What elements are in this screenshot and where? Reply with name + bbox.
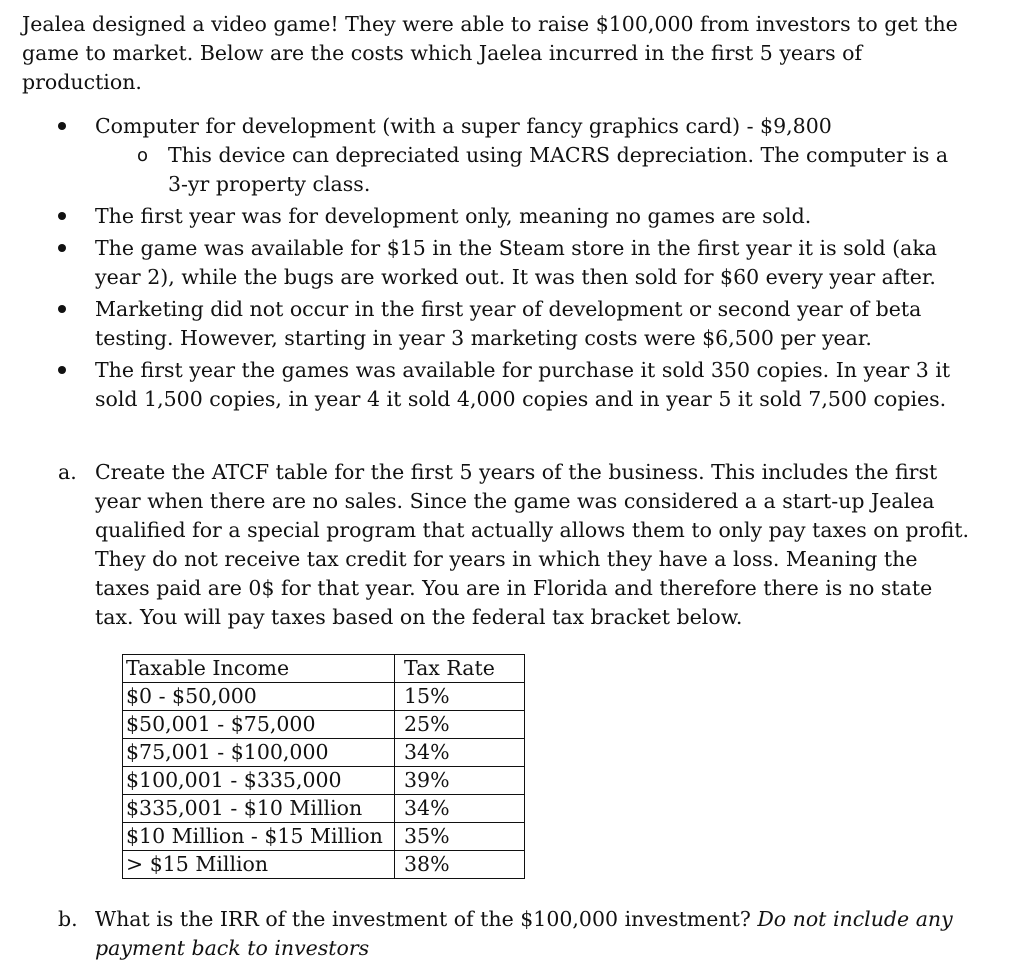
table-row	[123, 851, 525, 879]
income-cell: $0 - $50,000	[123, 683, 395, 711]
income-cell: > $15 Million	[123, 851, 395, 879]
header-taxable-income: Taxable Income	[123, 655, 395, 683]
rate-cell: 25%	[395, 711, 525, 739]
bullet-computer	[22, 112, 975, 199]
table-row	[123, 739, 525, 767]
income-cell: $10 Million - $15 Million	[123, 823, 395, 851]
income-cell: $335,001 - $10 Million	[123, 795, 395, 823]
rate-cell: 39%	[395, 767, 525, 795]
question-b-text: What is the IRR of the investment of the $100,000 investment?	[95, 907, 751, 931]
bullet-copies-sold: The first year the games was available for purchase it sold 350 copies. In year 3 it sold 1,500 copies, in year 4 it sold 4,000 copies and in year 5 it sold 7,500 copies.	[22, 356, 975, 414]
table-row	[123, 767, 525, 795]
table-header-row	[123, 655, 525, 683]
cost-bullet-list	[22, 112, 1002, 414]
question-a	[22, 458, 975, 632]
tax-bracket-table	[122, 654, 525, 879]
table-row	[123, 683, 525, 711]
intro-paragraph: Jealea designed a video game! They were able to raise $100,000 from investors to get the game to market. Below are the costs which Jaelea incurred in the first 5 years of production.	[22, 12, 958, 94]
table-row	[123, 823, 525, 851]
question-b-label: b.	[58, 907, 78, 931]
income-cell: $75,001 - $100,000	[123, 739, 395, 767]
sub-bullet-list	[95, 141, 975, 199]
question-a-text: Create the ATCF table for the first 5 years of the business. This includes the first year when there are no sales. Since the game was considered a a start-up Jealea qualified for a special program that actually allows them to only pay taxes on profit. They do not receive tax credit for years in which they have a loss. Meaning the taxes paid are 0$ for that year. You are in Florida and therefore there is no state tax. You will pay taxes based on the federal tax bracket below.	[95, 460, 970, 629]
question-a-label: a.	[58, 460, 77, 484]
bullet-first-year: The first year was for development only, meaning no games are sold.	[22, 202, 975, 231]
bullet-marketing: Marketing did not occur in the first year of development or second year of beta testing. However, starting in year 3 marketing costs were $6,500 per year.	[22, 295, 975, 353]
rate-cell: 38%	[395, 851, 525, 879]
table-row	[123, 795, 525, 823]
header-tax-rate: Tax Rate	[395, 655, 525, 683]
rate-cell: 15%	[395, 683, 525, 711]
rate-cell: 35%	[395, 823, 525, 851]
table-row	[123, 711, 525, 739]
rate-cell: 34%	[395, 795, 525, 823]
bullet-price: The game was available for $15 in the Steam store in the first year it is sold (aka year 2), while the bugs are worked out. It was then sold for $60 every year after.	[22, 234, 975, 292]
income-cell: $100,001 - $335,000	[123, 767, 395, 795]
question-b-italic-note: Do not include any payment back to investors	[95, 907, 953, 960]
bullet-text: Computer for development (with a super fancy graphics card) - $9,800	[95, 114, 832, 138]
question-b	[22, 905, 975, 963]
income-cell: $50,001 - $75,000	[123, 711, 395, 739]
rate-cell: 34%	[395, 739, 525, 767]
sub-bullet-macrs: o This device can depreciated using MACRS depreciation. The computer is a 3-yr property class.	[95, 141, 958, 199]
